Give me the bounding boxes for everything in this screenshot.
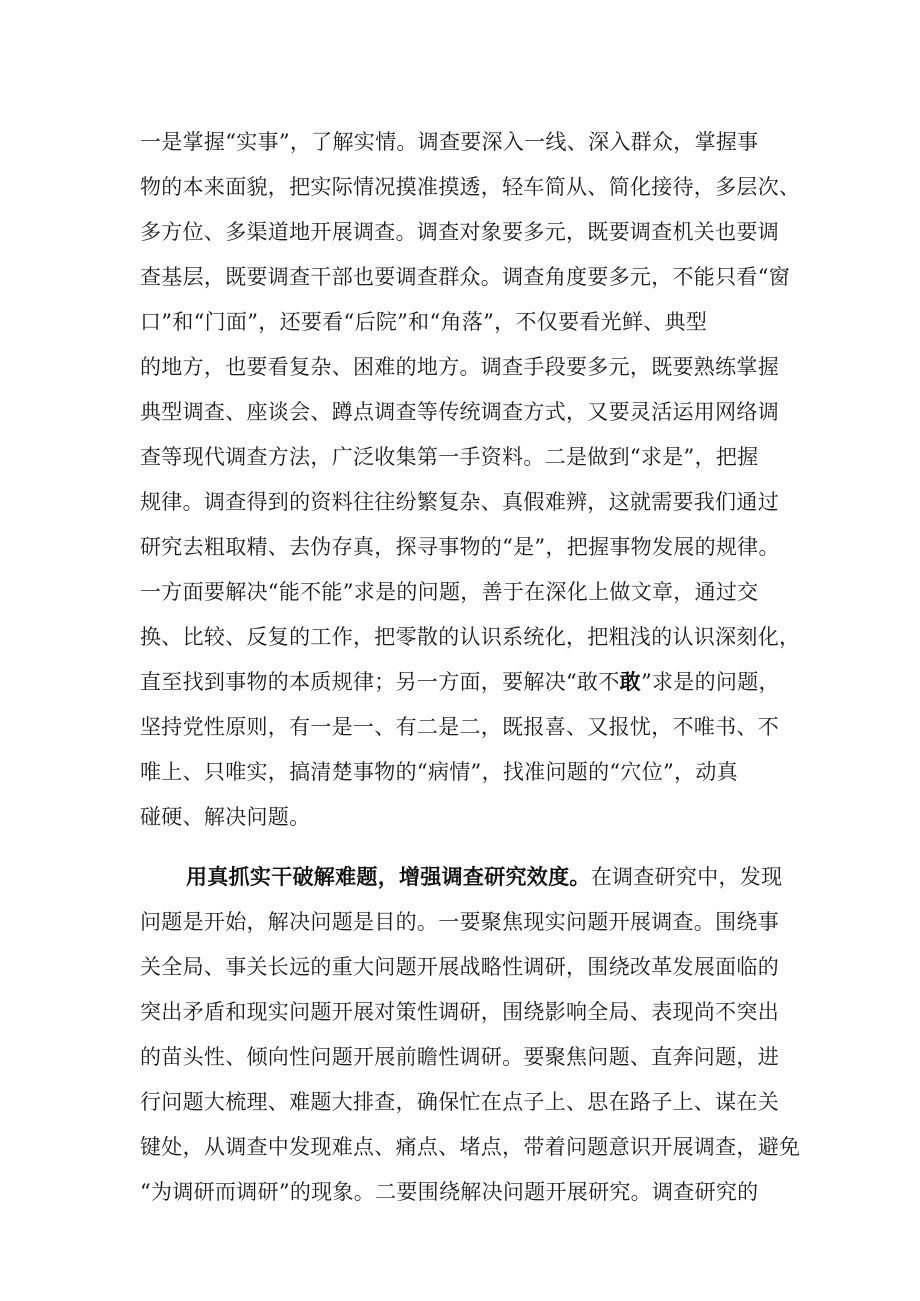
section-heading: 用真抓实干破解难题，增强调查研究效度。	[186, 865, 591, 889]
line-13-text-after: ”求是的问题，	[640, 670, 780, 694]
paragraph-1-line-14: 坚持党性原则，有一是一、有二是二，既报喜、又报忧，不唯书、不	[140, 715, 779, 739]
paragraph-2-line-8: “为调研而调研”的现象。二要围绕解决问题开展研究。调查研究的	[140, 1180, 759, 1204]
paragraph-1-line-10: 研究去粗取精、去伪存真，探寻事物的“是”，把握事物发展的规律。	[140, 535, 780, 559]
paragraph-1-line-1: 一是掌握“实事”，了解实情。调查要深入一线、深入群众，掌握事	[140, 130, 759, 154]
paragraph-1-line-16: 碰硬、解决问题。	[140, 805, 311, 829]
paragraph-1-line-6: 的地方，也要看复杂、困难的地方。调查手段要多元，既要熟练掌握	[140, 355, 779, 379]
paragraph-1-line-11: 一方面要解决“能不能”求是的问题，善于在深化上做文章，通过交	[140, 580, 759, 604]
paragraph-1-line-4: 查基层，既要调查干部也要调查群众。调查角度要多元，不能只看“窗	[140, 265, 791, 289]
bold-character: 敢	[619, 670, 641, 694]
paragraph-2-line-5: 的苗头性、倾向性问题开展前瞻性调研。要聚焦问题、直奔问题，进	[140, 1045, 779, 1069]
paragraph-1-line-2: 物的本来面貌，把实际情况摸准摸透，轻车简从、简化接待，多层次、	[140, 175, 801, 199]
paragraph-1-line-12: 换、比较、反复的工作，把零散的认识系统化，把粗浅的认识深刻化，	[140, 625, 801, 649]
paragraph-1-line-3: 多方位、多渠道地开展调查。调查对象要多元，既要调查机关也要调	[140, 220, 779, 244]
paragraph-1-line-15: 唯上、只唯实，搞清楚事物的“病情”，找准问题的“穴位”，动真	[140, 760, 738, 784]
paragraph-1-line-7: 典型调查、座谈会、蹲点调查等传统调查方式，又要灵活运用网络调	[140, 400, 779, 424]
paragraph-2-first-line-text: 在调查研究中，发现	[590, 865, 783, 889]
paragraph-2-line-6: 行问题大梳理、难题大排查，确保忙在点子上、思在路子上、谋在关	[140, 1090, 779, 1114]
paragraph-2-line-4: 突出矛盾和现实问题开展对策性调研，围绕影响全局、表现尚不突出	[140, 1000, 779, 1024]
paragraph-2-line-2: 问题是开始，解决问题是目的。一要聚焦现实问题开展调查。围绕事	[140, 910, 779, 934]
paragraph-2-line-3: 关全局、事关长远的重大问题开展战略性调研，围绕改革发展面临的	[140, 955, 779, 979]
paragraph-1-line-13	[140, 660, 780, 704]
line-13-text-before: 直至找到事物的本质规律；另一方面，要解决“敢不	[140, 670, 620, 694]
paragraph-1-line-5: 口”和“门面”，还要看“后院”和“角落”，不仅要看光鲜、典型	[140, 310, 708, 334]
paragraph-2-line-1	[186, 855, 782, 899]
paragraph-1-line-8: 查等现代调查方法，广泛收集第一手资料。二是做到“求是”，把握	[140, 445, 759, 469]
paragraph-1-line-9: 规律。调查得到的资料往往纷繁复杂、真假难辨，这就需要我们通过	[140, 490, 779, 514]
paragraph-2-line-7: 键处，从调查中发现难点、痛点、堵点，带着问题意识开展调查，避免	[140, 1135, 801, 1159]
